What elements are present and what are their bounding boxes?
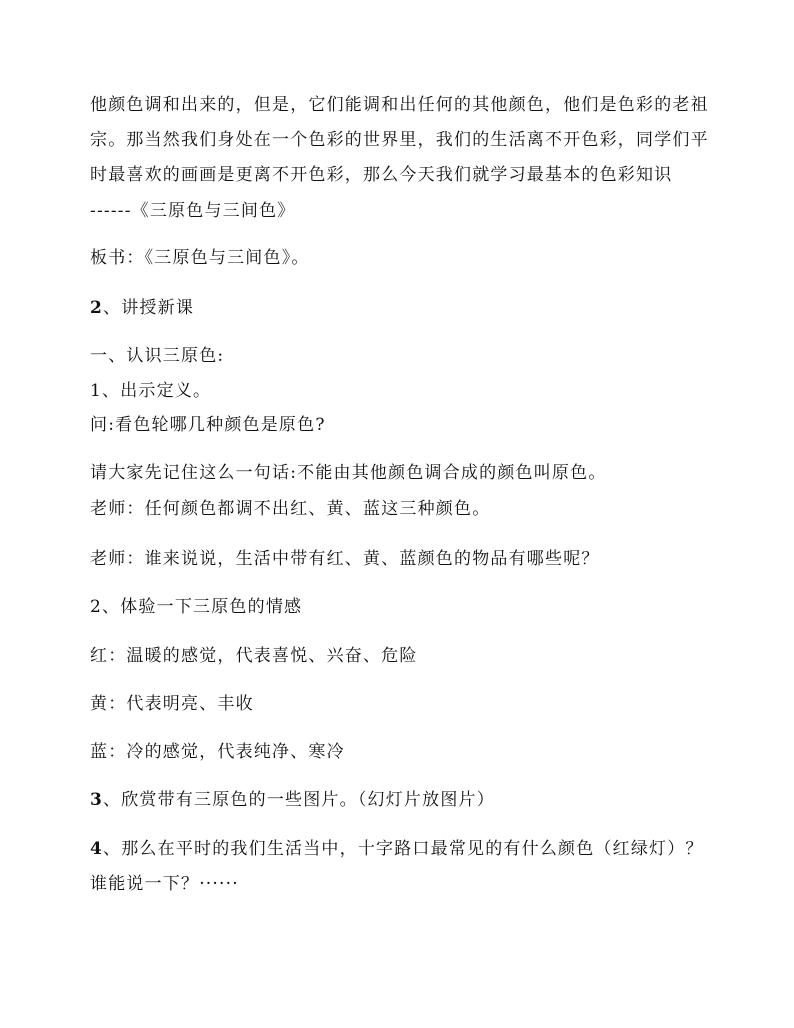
board-line: 板书：《三原色与三间色》。	[90, 248, 310, 268]
item-4	[90, 837, 704, 861]
remember-line: 请大家先记住这么一句话:不能由其他颜色调合成的颜色叫原色。	[90, 463, 607, 483]
teacher-line-1: 老师：任何颜色都调不出红、黄、蓝这三种颜色。	[90, 499, 491, 519]
intro-line-4: ------《三原色与三间色》	[90, 201, 296, 221]
yellow-line: 黄：代表明亮、丰收	[90, 694, 254, 714]
intro-line-3: 时最喜欢的画画是更离不开色彩，那么今天我们就学习最基本的色彩知识	[90, 165, 673, 185]
red-line: 红：温暖的感觉，代表喜悦、兴奋、危险	[90, 646, 418, 666]
part-1-heading: 一、认识三原色:	[90, 346, 225, 366]
section-2-text: 、讲授新课	[103, 298, 195, 318]
section-2-heading	[90, 296, 194, 320]
section-2-number: 2	[90, 298, 104, 318]
item-3-text: 、欣赏带有三原色的一些图片。（幻灯片放图片）	[103, 790, 495, 810]
item-1: 1、出示定义。	[90, 381, 212, 401]
intro-line-2: 宗。那当然我们身处在一个色彩的世界里，我们的生活离不开色彩，同学们平	[90, 130, 709, 150]
question-line: 问:看色轮哪几种颜色是原色?	[90, 415, 326, 435]
item-3-number: 3	[90, 790, 104, 810]
item-4-continuation: 谁能说一下？······	[90, 874, 239, 894]
item-3	[90, 788, 495, 812]
item-2: 2、体验一下三原色的情感	[90, 597, 303, 617]
blue-line: 蓝：冷的感觉，代表纯净、寒冷	[90, 742, 345, 762]
intro-line-1: 他颜色调和出来的，但是，它们能调和出任何的其他颜色，他们是色彩的老祖	[90, 95, 709, 115]
item-4-text: 、那么在平时的我们生活当中，十字路口最常见的有什么颜色（红绿灯）？	[103, 839, 704, 859]
teacher-line-2: 老师：谁来说说，生活中带有红、黄、蓝颜色的物品有哪些呢？	[90, 549, 600, 569]
item-4-number: 4	[90, 839, 104, 859]
